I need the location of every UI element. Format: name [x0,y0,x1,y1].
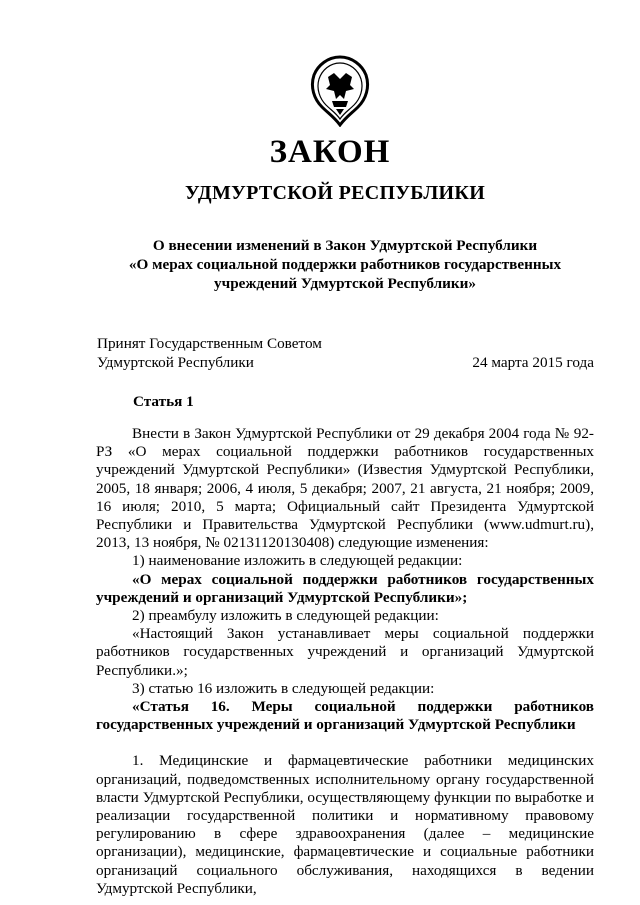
article-body [96,425,594,898]
document-name-line: учреждений Удмуртской Республики» [214,275,476,292]
document-name-line: «О мерах социальной поддержки работников государственных [128,256,562,273]
article-intro: Внести в Закон Удмуртской Республики от 29 декабря 2004 года № 92-РЗ «О мерах социальной поддержки работников государственных учреждений Удмуртской Республики» (Известия Удмуртской Республики, 2005, 18 января; 2006, 4 июля, 5 декабря; 2007, 21 августа, 21 ноября; 2009, 16 июля; 2010, 5 марта; Официальный сайт Президента Удмуртской Республики и Правительства Удмуртской Республики (www.udmurt.ru), 2013, 13 ноября, № 02131120130408) следующие изменения: [96,425,594,552]
document-name [95,236,595,293]
adoption-line: Удмуртской Республики [97,354,254,371]
law-subtitle: УДМУРТСКОЙ РЕСПУБЛИКИ [184,182,486,204]
coat-of-arms-emblem [306,55,374,127]
law-title: ЗАКОН [269,134,391,170]
amendment-item-1-text: «О мерах социальной поддержки работников государственных учреждений и организаций Удмуртской Республики»; [96,570,594,606]
adoption-line: Принят Государственным Советом [97,335,322,352]
article-paragraph: 1. Медицинские и фармацевтические работники медицинских организаций, подведомственных исполнительному органу государственной власти Удмуртской Республики, осуществляющему функции по выработке и реализации государственной политики и нормативному правовому регулированию в сфере здравоохранения (далее – медицинские организации), медицинские, фармацевтические и социальные работники организаций социального обслуживания, находящихся в ведении Удмуртской Республики, [96,752,594,897]
article-heading: Статья 1 [133,393,194,410]
amendment-item-3: 3) статью 16 изложить в следующей редакции: [132,679,435,697]
adoption-authority [97,334,322,372]
amendment-item-3-text: «Статья 16. Меры социальной поддержки работников государственных учреждений и организаций Удмуртской Республики [96,698,594,734]
amendment-item-1: 1) наименование изложить в следующей редакции: [132,552,463,570]
amendment-item-2: 2) преамбулу изложить в следующей редакции: [132,607,439,625]
document-name-line: О внесении изменений в Закон Удмуртской Республики [152,237,538,254]
adoption-date: 24 марта 2015 года [472,354,594,371]
amendment-item-2-text: «Настоящий Закон устанавливает меры социальной поддержки работников государственных учреждений и организаций Удмуртской Республики.»; [96,625,594,679]
